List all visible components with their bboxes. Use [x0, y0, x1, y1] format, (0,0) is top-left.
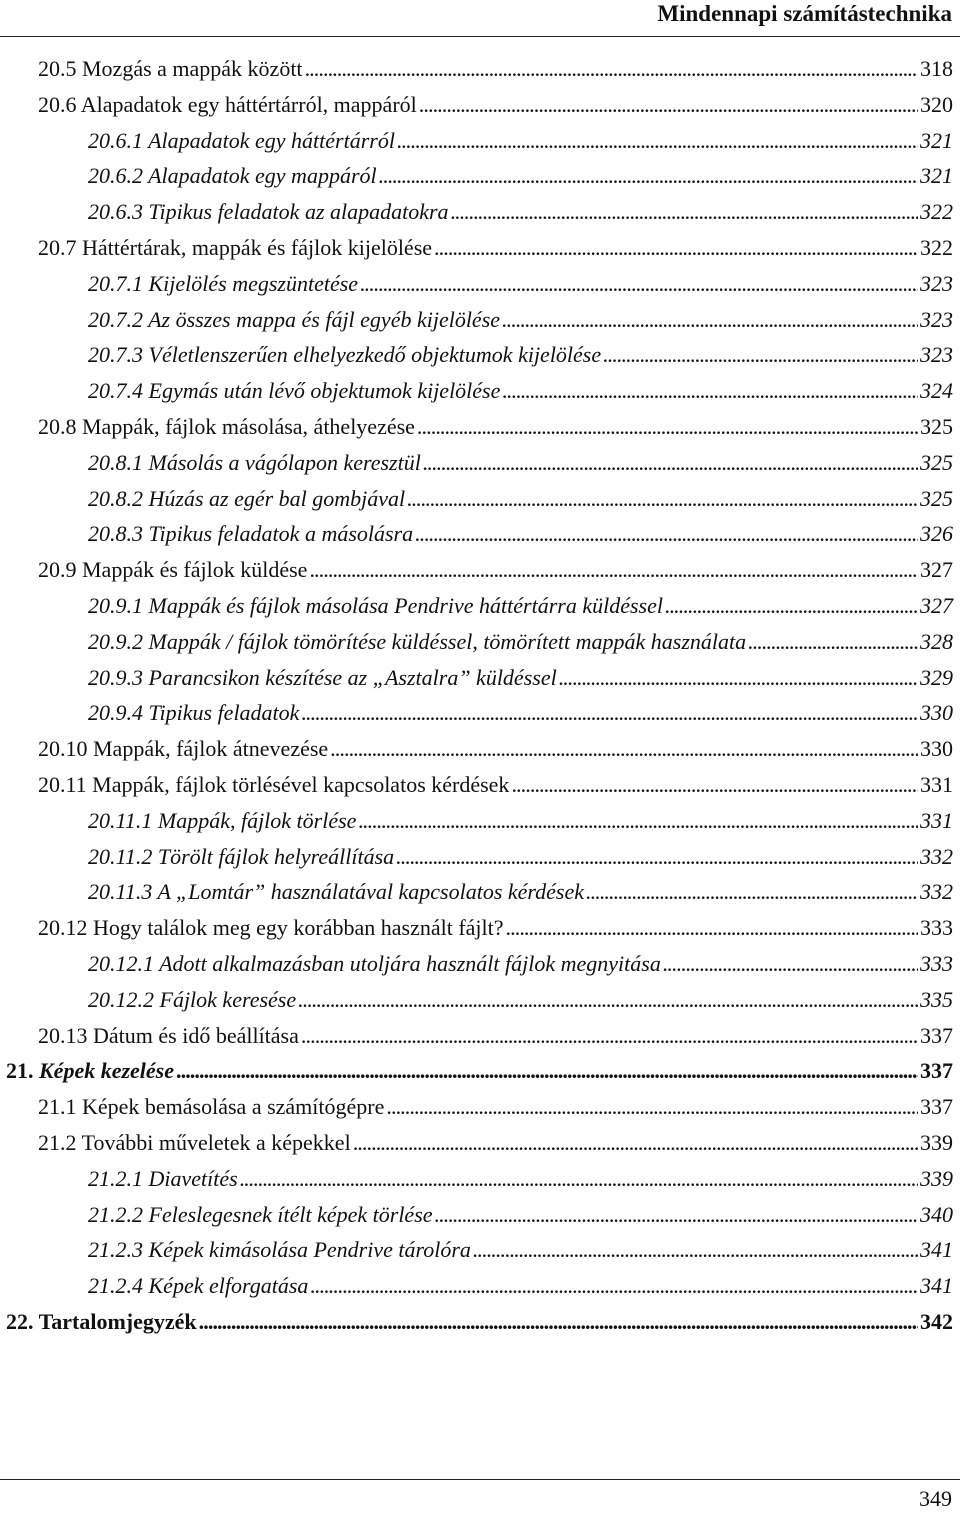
- toc-entry-title: 20.9.2 Mappák / fájlok tömörítése küldéssel, tömörített mappák használata: [88, 628, 747, 654]
- toc-entry-title: [6, 1304, 197, 1340]
- toc-entry[interactable]: [0, 660, 953, 696]
- toc-page-number: 337: [920, 1022, 953, 1048]
- toc-page-number: 325: [920, 485, 953, 511]
- toc-entry-title: 20.10 Mappák, fájlok átnevezése: [38, 736, 329, 762]
- toc-page-number: 325: [920, 413, 953, 439]
- toc-leader-dots: [423, 445, 918, 481]
- toc-chapter-title: Tartalomjegyzék: [38, 1308, 197, 1334]
- toc-page-number: 333: [920, 915, 953, 941]
- toc-page-number: 330: [920, 700, 953, 726]
- toc-page-number: 327: [920, 557, 953, 583]
- toc-entry-title: 20.6.2 Alapadatok egy mappáról: [88, 163, 377, 189]
- toc-leader-dots: [240, 1161, 918, 1197]
- toc-leader-dots: [559, 660, 918, 696]
- toc-entry[interactable]: [0, 910, 953, 946]
- toc-entry[interactable]: [0, 516, 953, 552]
- toc-page-number: 321: [920, 163, 953, 189]
- toc-page-number: 335: [920, 986, 953, 1012]
- toc-leader-dots: [309, 552, 918, 588]
- toc-page-number: 323: [920, 270, 953, 296]
- toc-page-number: 341: [920, 1237, 953, 1263]
- toc-leader-dots: [511, 767, 918, 803]
- toc-leader-dots: [305, 51, 918, 87]
- toc-leader-dots: [502, 302, 918, 338]
- toc-leader-dots: [586, 874, 918, 910]
- toc-page-number: 339: [920, 1165, 953, 1191]
- toc-entry-title: 20.8.1 Másolás a vágólapon keresztül: [88, 449, 421, 475]
- toc-page-number: 332: [920, 879, 953, 905]
- toc-leader-dots: [310, 1268, 918, 1304]
- toc-page-number: 323: [920, 306, 953, 332]
- toc-entry-title: 20.12 Hogy találok meg egy korábban használt fájlt?: [38, 915, 504, 941]
- toc-entry[interactable]: [0, 1125, 953, 1161]
- toc-entry[interactable]: [0, 123, 953, 159]
- toc-leader-dots: [451, 194, 918, 230]
- toc-leader-dots: [358, 803, 918, 839]
- toc-leader-dots: [473, 1232, 918, 1268]
- toc-entry[interactable]: [0, 1018, 953, 1054]
- toc-leader-dots: [353, 1125, 918, 1161]
- toc-entry[interactable]: [0, 874, 953, 910]
- toc-entry-title: 20.13 Dátum és idő beállítása: [38, 1022, 299, 1048]
- toc-page-number: 322: [920, 234, 953, 260]
- toc-entry-title: 20.9.3 Parancsikon készítése az „Asztalra” küldéssel: [88, 664, 557, 690]
- toc-entry-title: 20.9 Mappák és fájlok küldése: [38, 557, 308, 583]
- toc-entry[interactable]: [0, 302, 953, 338]
- toc-entry[interactable]: [0, 695, 953, 731]
- toc-entry[interactable]: [0, 552, 953, 588]
- toc-entry[interactable]: [0, 767, 953, 803]
- toc-leader-dots: [415, 516, 918, 552]
- toc-page-number: 323: [920, 342, 953, 368]
- toc-entry-title: 20.6.3 Tipikus feladatok az alapadatokra: [88, 199, 449, 225]
- toc-page-number: 325: [920, 449, 953, 475]
- toc-entry-title: 21.2.4 Képek elforgatása: [88, 1273, 309, 1299]
- toc-leader-dots: [502, 373, 918, 409]
- toc-entry-title: 20.8.3 Tipikus feladatok a másolásra: [88, 521, 414, 547]
- toc-leader-dots: [603, 337, 918, 373]
- toc-leader-dots: [360, 266, 918, 302]
- toc-page-number: 331: [920, 771, 953, 797]
- toc-leader-dots: [301, 1018, 918, 1054]
- toc-page-number: 340: [920, 1201, 953, 1227]
- toc-entry[interactable]: [0, 1304, 953, 1340]
- toc-page-number: 342: [920, 1308, 953, 1334]
- toc-leader-dots: [417, 409, 918, 445]
- toc-entry[interactable]: [0, 409, 953, 445]
- toc-page-number: 326: [920, 521, 953, 547]
- toc-entry-title: 20.12.1 Adott alkalmazásban utoljára használt fájlok megnyitása: [88, 950, 661, 976]
- toc-leader-dots: [386, 1089, 918, 1125]
- toc-entry-title: 20.11.3 A „Lomtár” használatával kapcsolatos kérdések: [88, 879, 585, 905]
- toc-entry[interactable]: [0, 1053, 953, 1089]
- toc-page-number: 331: [920, 807, 953, 833]
- toc-leader-dots: [397, 123, 918, 159]
- toc-entry-title: 20.11.1 Mappák, fájlok törlése: [88, 807, 357, 833]
- toc-entry[interactable]: [0, 839, 953, 875]
- toc-chapter-title: Képek kezelése: [39, 1058, 174, 1084]
- toc-leader-dots: [301, 695, 918, 731]
- toc-leader-dots: [506, 910, 918, 946]
- toc-page-number: 318: [920, 56, 953, 81]
- toc-page-number: 328: [920, 628, 953, 654]
- toc-entry-title: 20.7.2 Az összes mappa és fájl egyéb kijelölése: [88, 306, 501, 332]
- toc-leader-dots: [748, 624, 918, 660]
- toc-entry-title: 20.7.3 Véletlenszerűen elhelyezkedő objektumok kijelölése: [88, 342, 602, 368]
- toc-entry-title: 21.1 Képek bemásolása a számítógépre: [38, 1094, 385, 1120]
- toc-entry[interactable]: [0, 481, 953, 517]
- toc-entry[interactable]: [0, 1232, 953, 1268]
- toc-entry[interactable]: [0, 1197, 953, 1233]
- toc-entry[interactable]: [0, 624, 953, 660]
- header-rule: [0, 36, 960, 37]
- toc-entry-title: 20.9.4 Tipikus feladatok: [88, 700, 300, 726]
- toc-entry[interactable]: [0, 337, 953, 373]
- footer-rule: [0, 1479, 960, 1480]
- toc-entry[interactable]: [0, 982, 953, 1018]
- toc-page-number: 332: [920, 843, 953, 869]
- toc-entry[interactable]: [0, 731, 953, 767]
- toc-leader-dots: [199, 1304, 918, 1340]
- toc-entry[interactable]: [0, 230, 953, 266]
- toc-page-number: 329: [920, 664, 953, 690]
- toc-entry[interactable]: [0, 194, 953, 230]
- toc-page-number: 339: [920, 1129, 953, 1155]
- toc-entry[interactable]: [0, 1161, 953, 1197]
- toc-entry-title: 20.9.1 Mappák és fájlok másolása Pendrive háttértárra küldéssel: [88, 592, 663, 618]
- toc-entry-title: 20.8.2 Húzás az egér bal gombjával: [88, 485, 406, 511]
- toc-entry-title: 20.11 Mappák, fájlok törlésével kapcsolatos kérdések: [38, 771, 510, 797]
- toc-leader-dots: [176, 1053, 918, 1089]
- toc-leader-dots: [330, 731, 918, 767]
- toc-entry[interactable]: [0, 158, 953, 194]
- toc-leader-dots: [419, 87, 918, 123]
- toc-entry-title: 21.2.1 Diavetítés: [88, 1165, 238, 1191]
- toc-page-number: 330: [920, 736, 953, 762]
- toc-entry-title: [6, 1053, 174, 1089]
- page-number: 349: [919, 1486, 952, 1511]
- toc-page-number: 337: [920, 1058, 953, 1084]
- toc-entry[interactable]: [0, 803, 953, 839]
- toc-leader-dots: [435, 1197, 918, 1233]
- toc-leader-dots: [665, 588, 918, 624]
- toc-leader-dots: [407, 481, 918, 517]
- toc-entry-title: 20.7.1 Kijelölés megszüntetése: [88, 270, 359, 296]
- toc-entry[interactable]: [0, 1089, 953, 1125]
- toc-page-number: 320: [920, 91, 953, 117]
- toc-entry[interactable]: [0, 1268, 953, 1304]
- toc-entry[interactable]: [0, 51, 953, 87]
- toc-entry-title: 20.12.2 Fájlok keresése: [88, 986, 297, 1012]
- toc-entry-title: 20.6 Alapadatok egy háttértárról, mappáról: [38, 91, 417, 117]
- toc-entry-title: 20.5 Mozgás a mappák között: [38, 56, 303, 81]
- toc-entry-title: 20.7 Háttértárak, mappák és fájlok kijelölése: [38, 234, 433, 260]
- toc-entry[interactable]: [0, 588, 953, 624]
- toc-leader-dots: [379, 158, 918, 194]
- toc-entry-title: 20.8 Mappák, fájlok másolása, áthelyezése: [38, 413, 415, 439]
- toc-page-number: 322: [920, 199, 953, 225]
- toc-leader-dots: [396, 839, 918, 875]
- toc-entry-title: 20.7.4 Egymás után lévő objektumok kijelölése: [88, 378, 501, 404]
- table-of-contents: [0, 51, 953, 1340]
- toc-entry-title: 21.2.2 Feleslegesnek ítélt képek törlése: [88, 1201, 433, 1227]
- running-header: Mindennapi számítástechnika: [657, 1, 952, 26]
- toc-page-number: 324: [920, 378, 953, 404]
- toc-entry-title: 20.6.1 Alapadatok egy háttértárról: [88, 127, 395, 153]
- toc-page-number: 337: [920, 1094, 953, 1120]
- toc-page-number: 333: [920, 950, 953, 976]
- toc-page-number: 341: [920, 1273, 953, 1299]
- toc-leader-dots: [663, 946, 918, 982]
- toc-page-number: 321: [920, 127, 953, 153]
- toc-entry[interactable]: [0, 946, 953, 982]
- toc-entry[interactable]: [0, 87, 953, 123]
- toc-chapter-number: 22.: [6, 1308, 34, 1334]
- toc-leader-dots: [434, 230, 918, 266]
- toc-page-number: 327: [920, 592, 953, 618]
- toc-entry-title: 20.11.2 Törölt fájlok helyreállítása: [88, 843, 395, 869]
- toc-entry[interactable]: [0, 266, 953, 302]
- toc-leader-dots: [298, 982, 918, 1018]
- toc-entry[interactable]: [0, 445, 953, 481]
- toc-entry-title: 21.2 További műveletek a képekkel: [38, 1129, 351, 1155]
- toc-chapter-number: 21.: [6, 1058, 34, 1084]
- toc-entry[interactable]: [0, 373, 953, 409]
- toc-entry-title: 21.2.3 Képek kimásolása Pendrive tárolóra: [88, 1237, 471, 1263]
